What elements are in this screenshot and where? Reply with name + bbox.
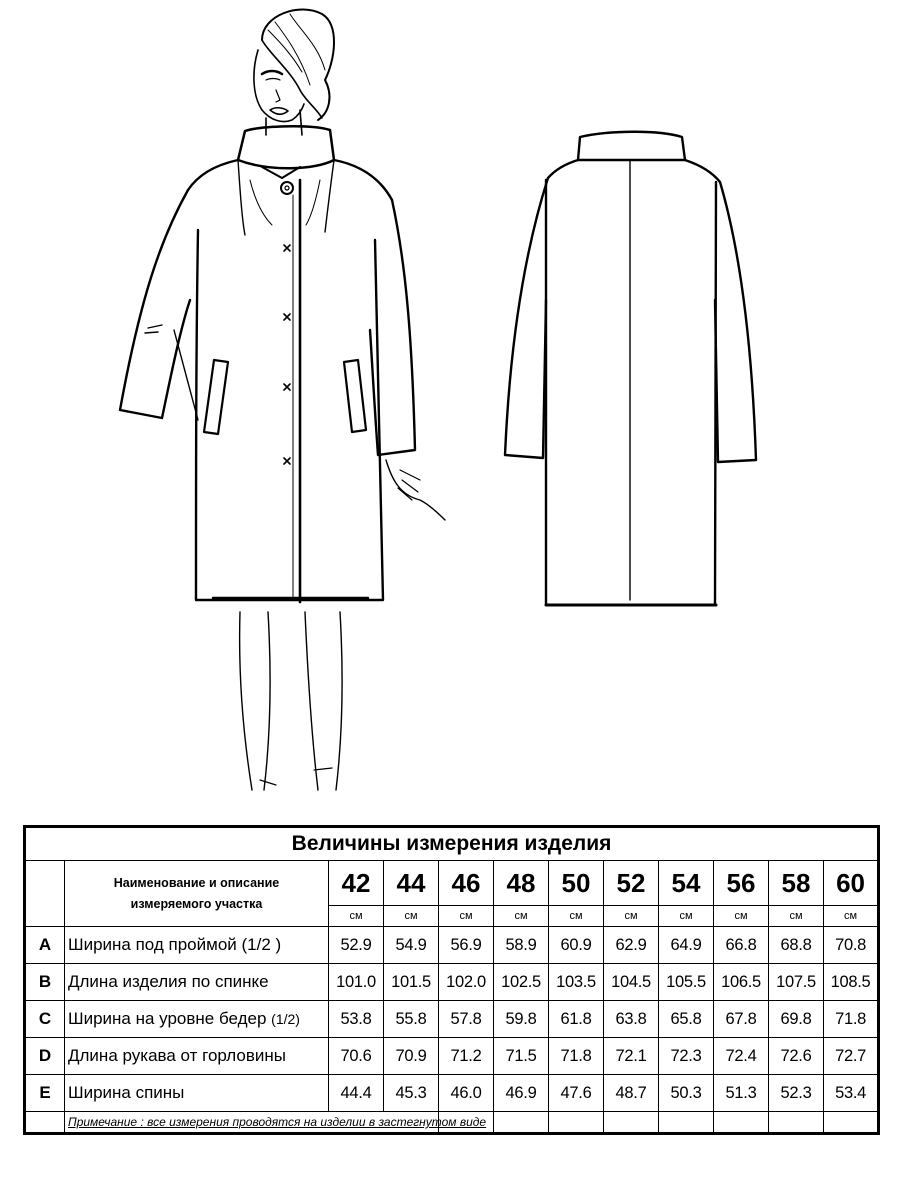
table-cell: 66.8 bbox=[714, 927, 769, 964]
table-cell: 54.9 bbox=[384, 927, 439, 964]
table-cell: 63.8 bbox=[604, 1001, 659, 1038]
table-cell: 71.2 bbox=[439, 1038, 494, 1075]
note-blank-cell bbox=[659, 1112, 714, 1134]
table-cell: 44.4 bbox=[329, 1075, 384, 1112]
table-cell: 101.0 bbox=[329, 964, 384, 1001]
table-cell: 106.5 bbox=[714, 964, 769, 1001]
unit-label: см bbox=[439, 906, 494, 927]
size-header: 54 bbox=[659, 861, 714, 906]
table-cell: 72.3 bbox=[659, 1038, 714, 1075]
table-cell: 51.3 bbox=[714, 1075, 769, 1112]
table-cell: 105.5 bbox=[659, 964, 714, 1001]
table-cell: 67.8 bbox=[714, 1001, 769, 1038]
table-cell: 46.9 bbox=[494, 1075, 549, 1112]
size-header: 42 bbox=[329, 861, 384, 906]
table-cell: 72.1 bbox=[604, 1038, 659, 1075]
note-row bbox=[25, 1112, 879, 1134]
note-letter-blank bbox=[25, 1112, 65, 1134]
row-label-text: Ширина под проймой (1/2 ) bbox=[68, 935, 282, 954]
row-label-text: Длина рукава от горловины bbox=[68, 1046, 286, 1065]
table-cell: 70.6 bbox=[329, 1038, 384, 1075]
row-label bbox=[65, 1075, 329, 1112]
size-header: 48 bbox=[494, 861, 549, 906]
row-label bbox=[65, 927, 329, 964]
unit-label: см bbox=[384, 906, 439, 927]
table-cell: 58.9 bbox=[494, 927, 549, 964]
table-cell: 71.8 bbox=[824, 1001, 879, 1038]
table-cell: 70.8 bbox=[824, 927, 879, 964]
table-cell: 52.9 bbox=[329, 927, 384, 964]
size-header: 44 bbox=[384, 861, 439, 906]
table-cell: 60.9 bbox=[549, 927, 604, 964]
note-blank-cell bbox=[824, 1112, 879, 1134]
size-header: 50 bbox=[549, 861, 604, 906]
row-letter: B bbox=[25, 964, 65, 1001]
row-label-suffix: (1/2) bbox=[271, 1011, 300, 1027]
row-label bbox=[65, 964, 329, 1001]
table-cell: 104.5 bbox=[604, 964, 659, 1001]
table-cell: 46.0 bbox=[439, 1075, 494, 1112]
table-cell: 72.7 bbox=[824, 1038, 879, 1075]
table-cell: 70.9 bbox=[384, 1038, 439, 1075]
front-view-sketch bbox=[120, 9, 445, 790]
row-label bbox=[65, 1038, 329, 1075]
table-cell: 48.7 bbox=[604, 1075, 659, 1112]
unit-label: см bbox=[494, 906, 549, 927]
unit-label: см bbox=[549, 906, 604, 927]
table-cell: 68.8 bbox=[769, 927, 824, 964]
table-cell: 52.3 bbox=[769, 1075, 824, 1112]
table-cell: 57.8 bbox=[439, 1001, 494, 1038]
header-description-line2: измеряемого участка bbox=[130, 896, 263, 911]
row-letter: A bbox=[25, 927, 65, 964]
table-cell: 55.8 bbox=[384, 1001, 439, 1038]
note-blank-cell bbox=[714, 1112, 769, 1134]
note-blank-cell bbox=[549, 1112, 604, 1134]
row-letter: E bbox=[25, 1075, 65, 1112]
table-cell: 103.5 bbox=[549, 964, 604, 1001]
unit-label: см bbox=[769, 906, 824, 927]
back-view-sketch bbox=[505, 132, 756, 605]
row-letter: C bbox=[25, 1001, 65, 1038]
table-row bbox=[25, 964, 879, 1001]
unit-label: см bbox=[714, 906, 769, 927]
size-header: 52 bbox=[604, 861, 659, 906]
note-blank-cell bbox=[604, 1112, 659, 1134]
table-note: Примечание : все измерения проводятся на изделии в застегнутом виде bbox=[65, 1112, 439, 1134]
table-row bbox=[25, 1075, 879, 1112]
size-header: 58 bbox=[769, 861, 824, 906]
table-cell: 62.9 bbox=[604, 927, 659, 964]
table-cell: 102.0 bbox=[439, 964, 494, 1001]
row-label bbox=[65, 1001, 329, 1038]
table-row bbox=[25, 1038, 879, 1075]
table-cell: 71.5 bbox=[494, 1038, 549, 1075]
row-label-text: Ширина на уровне бедер bbox=[68, 1009, 272, 1028]
header-letter-blank bbox=[25, 861, 65, 927]
size-header: 56 bbox=[714, 861, 769, 906]
note-blank-cell bbox=[769, 1112, 824, 1134]
table-cell: 65.8 bbox=[659, 1001, 714, 1038]
size-header: 60 bbox=[824, 861, 879, 906]
table-row bbox=[25, 927, 879, 964]
header-description bbox=[65, 861, 329, 927]
table-cell: 56.9 bbox=[439, 927, 494, 964]
table-cell: 69.8 bbox=[769, 1001, 824, 1038]
unit-label: см bbox=[604, 906, 659, 927]
table-cell: 64.9 bbox=[659, 927, 714, 964]
table-cell: 59.8 bbox=[494, 1001, 549, 1038]
unit-label: см bbox=[659, 906, 714, 927]
table-cell: 53.4 bbox=[824, 1075, 879, 1112]
row-letter: D bbox=[25, 1038, 65, 1075]
header-description-line1: Наименование и описание bbox=[113, 875, 280, 890]
table-cell: 108.5 bbox=[824, 964, 879, 1001]
unit-label: см bbox=[824, 906, 879, 927]
table-row bbox=[25, 1001, 879, 1038]
table-cell: 53.8 bbox=[329, 1001, 384, 1038]
size-header: 46 bbox=[439, 861, 494, 906]
table-title: Величины измерения изделия bbox=[25, 827, 879, 861]
table-cell: 101.5 bbox=[384, 964, 439, 1001]
table-cell: 102.5 bbox=[494, 964, 549, 1001]
row-label-text: Ширина спины bbox=[68, 1083, 185, 1102]
table-cell: 72.4 bbox=[714, 1038, 769, 1075]
size-table bbox=[23, 825, 880, 1135]
table-cell: 61.8 bbox=[549, 1001, 604, 1038]
table-cell: 71.8 bbox=[549, 1038, 604, 1075]
table-cell: 72.6 bbox=[769, 1038, 824, 1075]
table-cell: 107.5 bbox=[769, 964, 824, 1001]
row-label-text: Длина изделия по спинке bbox=[68, 972, 269, 991]
note-blank-cell bbox=[494, 1112, 549, 1134]
table-cell: 47.6 bbox=[549, 1075, 604, 1112]
unit-label: см bbox=[329, 906, 384, 927]
table-cell: 50.3 bbox=[659, 1075, 714, 1112]
size-table-container bbox=[23, 825, 877, 1135]
table-cell: 45.3 bbox=[384, 1075, 439, 1112]
